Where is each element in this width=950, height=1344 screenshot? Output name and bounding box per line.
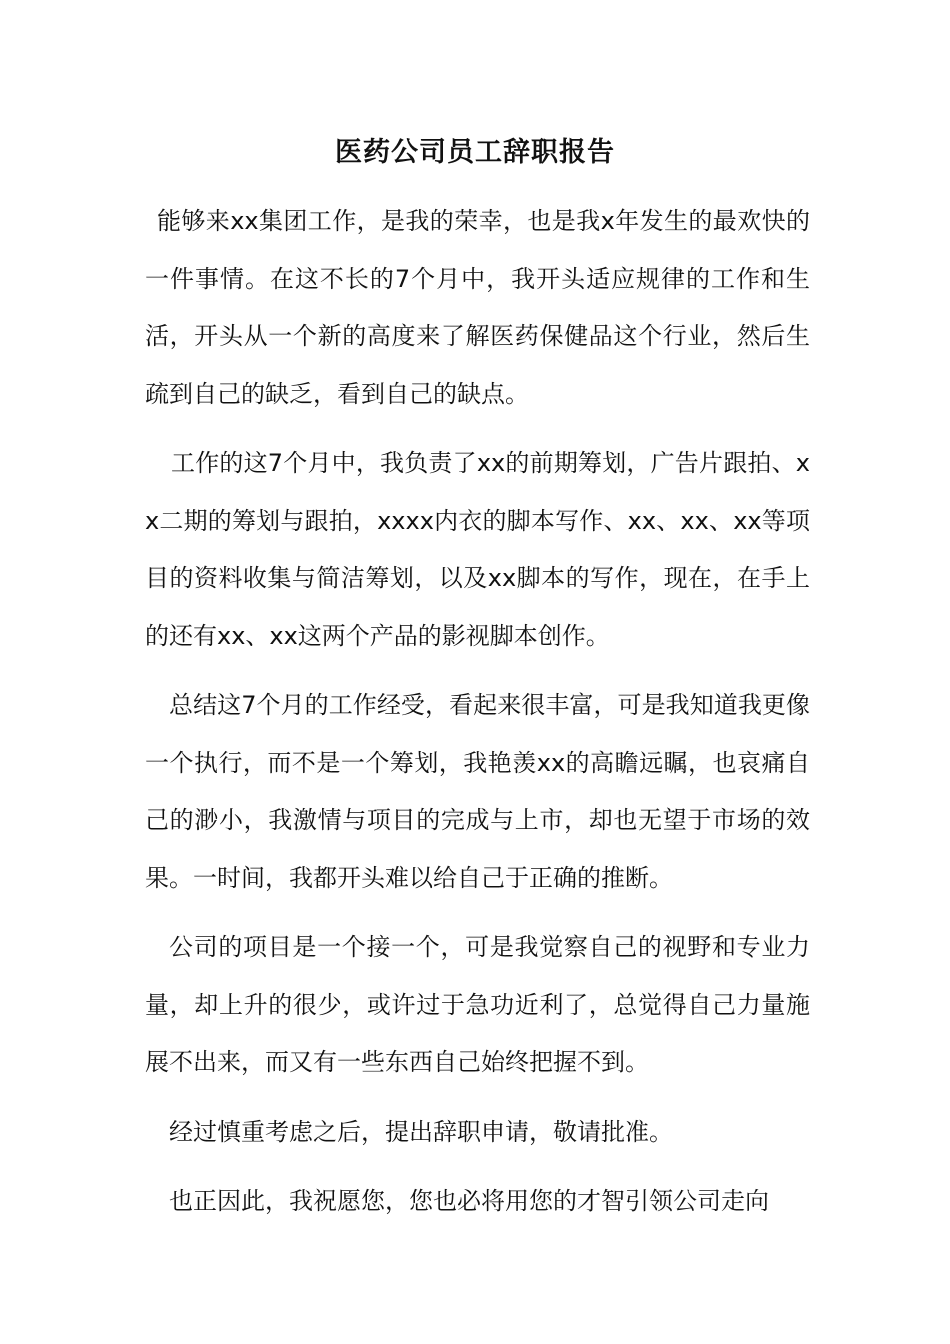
paragraph-2: 工作的这7个月中，我负责了xx的前期筹划，广告片跟拍、xx二期的筹划与跟拍，xxxx内衣的脚本写作、xx、xx、xx等项目的资料收集与简洁筹划，以及xx脚本的写作，现在，在手上的还有xx、xx这两个产品的影视脚本创作。 bbox=[145, 449, 810, 650]
document-title: 医药公司员工辞职报告 bbox=[335, 137, 615, 168]
paragraph-6: 也正因此，我祝愿您，您也必将用您的才智引领公司走向 bbox=[169, 1187, 769, 1215]
paragraph-1: 能够来xx集团工作，是我的荣幸，也是我x年发生的最欢快的一件事情。在这不长的7个月中，我开头适应规律的工作和生活，开头从一个新的高度来了解医药保健品这个行业，然后生疏到自己的缺乏，看到自己的缺点。 bbox=[145, 207, 810, 408]
paragraph-4: 公司的项目是一个接一个，可是我觉察自己的视野和专业力量，却上升的很少，或许过于急功近利了，总觉得自己力量施展不出来，而又有一些东西自己始终把握不到。 bbox=[145, 933, 810, 1076]
paragraph-3: 总结这7个月的工作经受，看起来很丰富，可是我知道我更像一个执行，而不是一个筹划，我艳羡xx的高瞻远瞩，也哀痛自己的渺小，我激情与项目的完成与上市，却也无望于市场的效果。一时间，我都开头难以给自己于正确的推断。 bbox=[145, 691, 810, 892]
document-body bbox=[145, 193, 810, 1243]
paragraph-5: 经过慎重考虑之后，提出辞职申请，敬请批准。 bbox=[169, 1117, 673, 1146]
